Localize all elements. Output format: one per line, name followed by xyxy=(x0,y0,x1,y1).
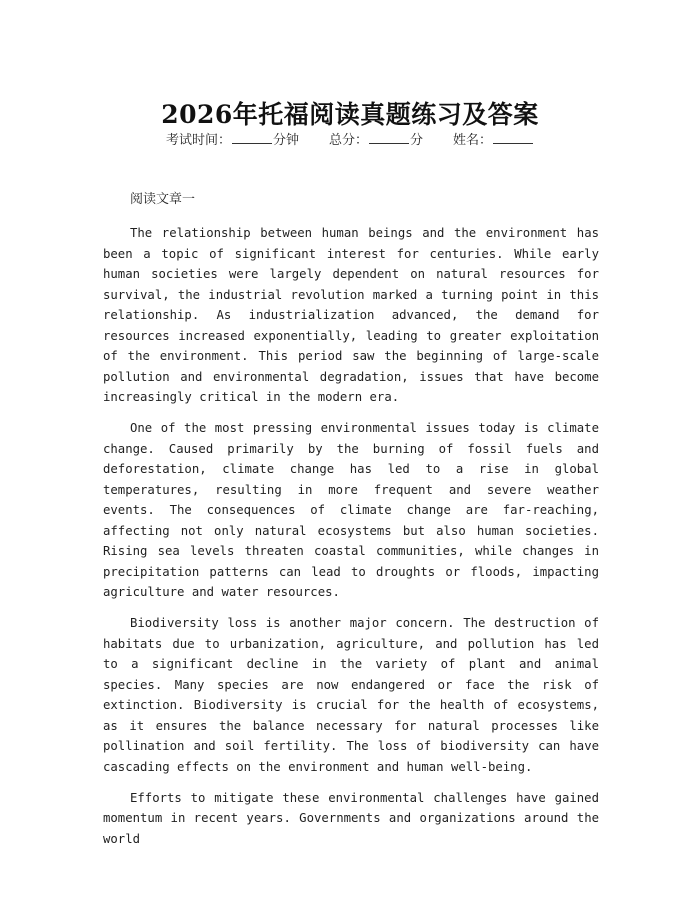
total-score-unit: 分 xyxy=(410,133,424,148)
exam-time-field xyxy=(166,131,299,150)
passage-paragraph-4: Efforts to mitigate these environmental challenges have gained momentum in recent years. Governments and organizations around the world xyxy=(103,790,599,846)
total-score-blank[interactable] xyxy=(369,131,409,144)
reading-passage xyxy=(103,223,599,860)
passage-paragraph-1: The relationship between human beings and the environment has been a topic of significant interest for centuries. While early human societies were largely dependent on natural resources for survival, the industrial revolution marked a turning point in this relationship. As industrialization advanced, the demand for resources increased exponentially, leading to greater exploitation of the environment. This period saw the beginning of large-scale pollution and environmental degradation, issues that have become increasingly critical in the modern era. xyxy=(103,226,599,404)
exam-time-label: 考试时间： xyxy=(165,133,231,148)
document-title: 2026年托福阅读真题练习及答案 xyxy=(161,99,539,129)
total-score-field xyxy=(329,131,423,150)
section-heading: 阅读文章一 xyxy=(130,192,196,207)
student-name-field xyxy=(453,131,534,150)
student-name-label: 姓名： xyxy=(453,133,493,148)
total-score-label: 总分： xyxy=(328,133,368,148)
exam-info-line xyxy=(0,131,700,150)
passage-paragraph-2: One of the most pressing environmental issues today is climate change. Caused primarily by the burning of fossil fuels and deforestation, climate change has led to a rise in global temperatures, resulting in more frequent and severe weather events. The consequences of climate change are far-reaching, affecting not only natural ecosystems but also human societies. Rising sea levels threaten coastal communities, while changes in precipitation patterns can lead to droughts or floods, impacting agriculture and water resources. xyxy=(103,421,599,599)
exam-time-unit: 分钟 xyxy=(272,133,299,148)
exam-time-blank[interactable] xyxy=(232,131,272,144)
passage-paragraph-3: Biodiversity loss is another major concern. The destruction of habitats due to urbanization, agriculture, and pollution has led to a significant decline in the variety of plant and animal species. Many species are now endangered or face the risk of extinction. Biodiversity is crucial for the health of ecosystems, as it ensures the balance necessary for natural processes like pollination and soil fertility. The loss of biodiversity can have cascading effects on the environment and human well-being. xyxy=(103,616,599,774)
student-name-blank[interactable] xyxy=(493,131,533,144)
